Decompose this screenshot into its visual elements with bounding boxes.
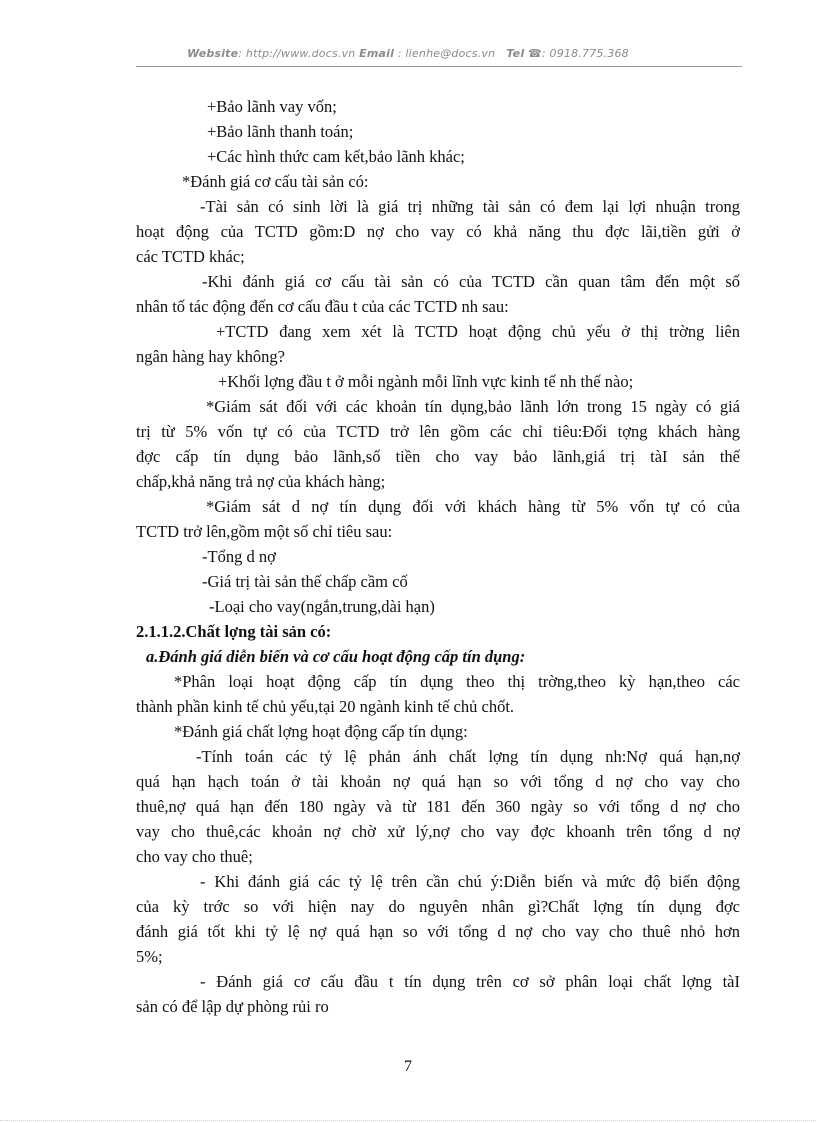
text-line: *Đánh giá cơ cấu tài sản có: bbox=[182, 172, 369, 191]
page-bottom-divider bbox=[0, 1120, 816, 1121]
text-line: trị từ 5% vốn tự có của TCTD trở lên gồm các chỉ tiêu:Đối tợng khách hàng bbox=[136, 422, 740, 441]
text-line: quá hạn hạch toán ở tài khoản nợ quá hạn so với tổng d nợ cho vay cho bbox=[136, 772, 740, 791]
text-line: *Phân loại hoạt động cấp tín dụng theo thị trờng,theo kỳ hạn,theo các bbox=[174, 672, 740, 691]
page-number: 7 bbox=[404, 1058, 412, 1075]
tel-label: Tel bbox=[506, 47, 525, 60]
email-value: : lienhe@docs.vn bbox=[397, 47, 496, 60]
text-line: thành phần kinh tế chủ yếu,tại 20 ngành kinh tế chủ chốt. bbox=[136, 697, 515, 716]
subsection-heading: a.Đánh giá diễn biến và cơ cấu hoạt động cấp tín dụng: bbox=[146, 647, 526, 666]
text-line: *Giám sát đối với các khoản tín dụng,bảo lãnh lớn trong 15 ngày có giá bbox=[206, 397, 740, 416]
website-label: Website bbox=[187, 47, 239, 60]
text-line: +Bảo lãnh vay vốn; bbox=[207, 97, 337, 116]
text-line: ngân hàng hay không? bbox=[136, 347, 285, 366]
document-body bbox=[136, 94, 740, 1019]
section-heading: 2.1.1.2.Chất lợng tài sản có: bbox=[136, 622, 332, 641]
text-line: -Giá trị tài sản thế chấp cầm cố bbox=[202, 572, 408, 591]
text-line: của kỳ trớc so với hiện nay do nguyên nhân gì?Chất lợng tín dụng đợc bbox=[136, 897, 740, 916]
text-line: -Tài sản có sinh lời là giá trị những tài sản có đem lại lợi nhuận trong bbox=[200, 197, 740, 216]
text-line: TCTD trở lên,gồm một số chỉ tiêu sau: bbox=[136, 522, 393, 541]
page-header bbox=[0, 47, 816, 60]
text-line: các TCTD khác; bbox=[136, 247, 245, 266]
text-line: -Tổng d nợ bbox=[202, 547, 276, 566]
text-line: nhân tố tác động đến cơ cấu đầu t của các TCTD nh sau: bbox=[136, 297, 509, 316]
email-label: Email bbox=[359, 47, 395, 60]
text-line: đợc cấp tín dụng bảo lãnh,số tiền cho vay bảo lãnh,giá trị tàI sản thế bbox=[136, 447, 740, 466]
text-line: chấp,khả năng trả nợ của khách hàng; bbox=[136, 472, 386, 491]
text-line: +TCTD đang xem xét là TCTD hoạt động chủ yếu ở thị trờng liên bbox=[216, 322, 740, 341]
text-line: -Loại cho vay(ngắn,trung,dài hạn) bbox=[209, 597, 435, 616]
text-line: *Đánh giá chất lợng hoạt động cấp tín dụng: bbox=[174, 722, 468, 741]
text-line: -Tính toán các tỷ lệ phản ánh chất lợng tín dụng nh:Nợ quá hạn,nợ bbox=[196, 747, 740, 766]
text-line: đánh giá tốt khi tỷ lệ nợ quá hạn so với tổng d nợ cho vay cho thuê nhỏ hơn bbox=[136, 922, 740, 941]
header-divider bbox=[136, 66, 742, 67]
text-line: - Khi đánh giá các tỷ lệ trên cần chú ý:Diễn biến và mức độ biến động bbox=[200, 872, 740, 891]
text-line: +Khối lợng đầu t ở mỗi ngành mỗi lĩnh vực kinh tế nh thế nào; bbox=[218, 372, 634, 391]
text-line: *Giám sát d nợ tín dụng đối với khách hàng từ 5% vốn tự có của bbox=[206, 497, 740, 516]
text-line: -Khi đánh giá cơ cấu tài sản có của TCTD cần quan tâm đến một số bbox=[202, 272, 740, 291]
text-line: thuê,nợ quá hạn đến 180 ngày và từ 181 đến 360 ngày so với tổng d nợ cho bbox=[136, 797, 740, 816]
text-line: hoạt động của TCTD gồm:D nợ cho vay có khả năng thu đợc lãi,tiền gửi ở bbox=[136, 222, 740, 241]
text-line: - Đánh giá cơ cấu đầu t tín dụng trên cơ sở phân loại chất lợng tàI bbox=[200, 972, 740, 991]
text-line: 5%; bbox=[136, 947, 163, 966]
text-line: +Bảo lãnh thanh toán; bbox=[207, 122, 354, 141]
website-value: : http://www.docs.vn bbox=[238, 47, 356, 60]
tel-value: ☎: 0918.775.368 bbox=[528, 47, 629, 60]
text-line: +Các hình thức cam kết,bảo lãnh khác; bbox=[207, 147, 465, 166]
text-line: vay cho thuê,các khoản nợ chờ xử lý,nợ cho vay đợc khoanh trên tổng d nợ bbox=[136, 822, 740, 841]
text-line: sản có để lập dự phòng rủi ro bbox=[136, 997, 329, 1016]
text-line: cho vay cho thuê; bbox=[136, 847, 253, 866]
